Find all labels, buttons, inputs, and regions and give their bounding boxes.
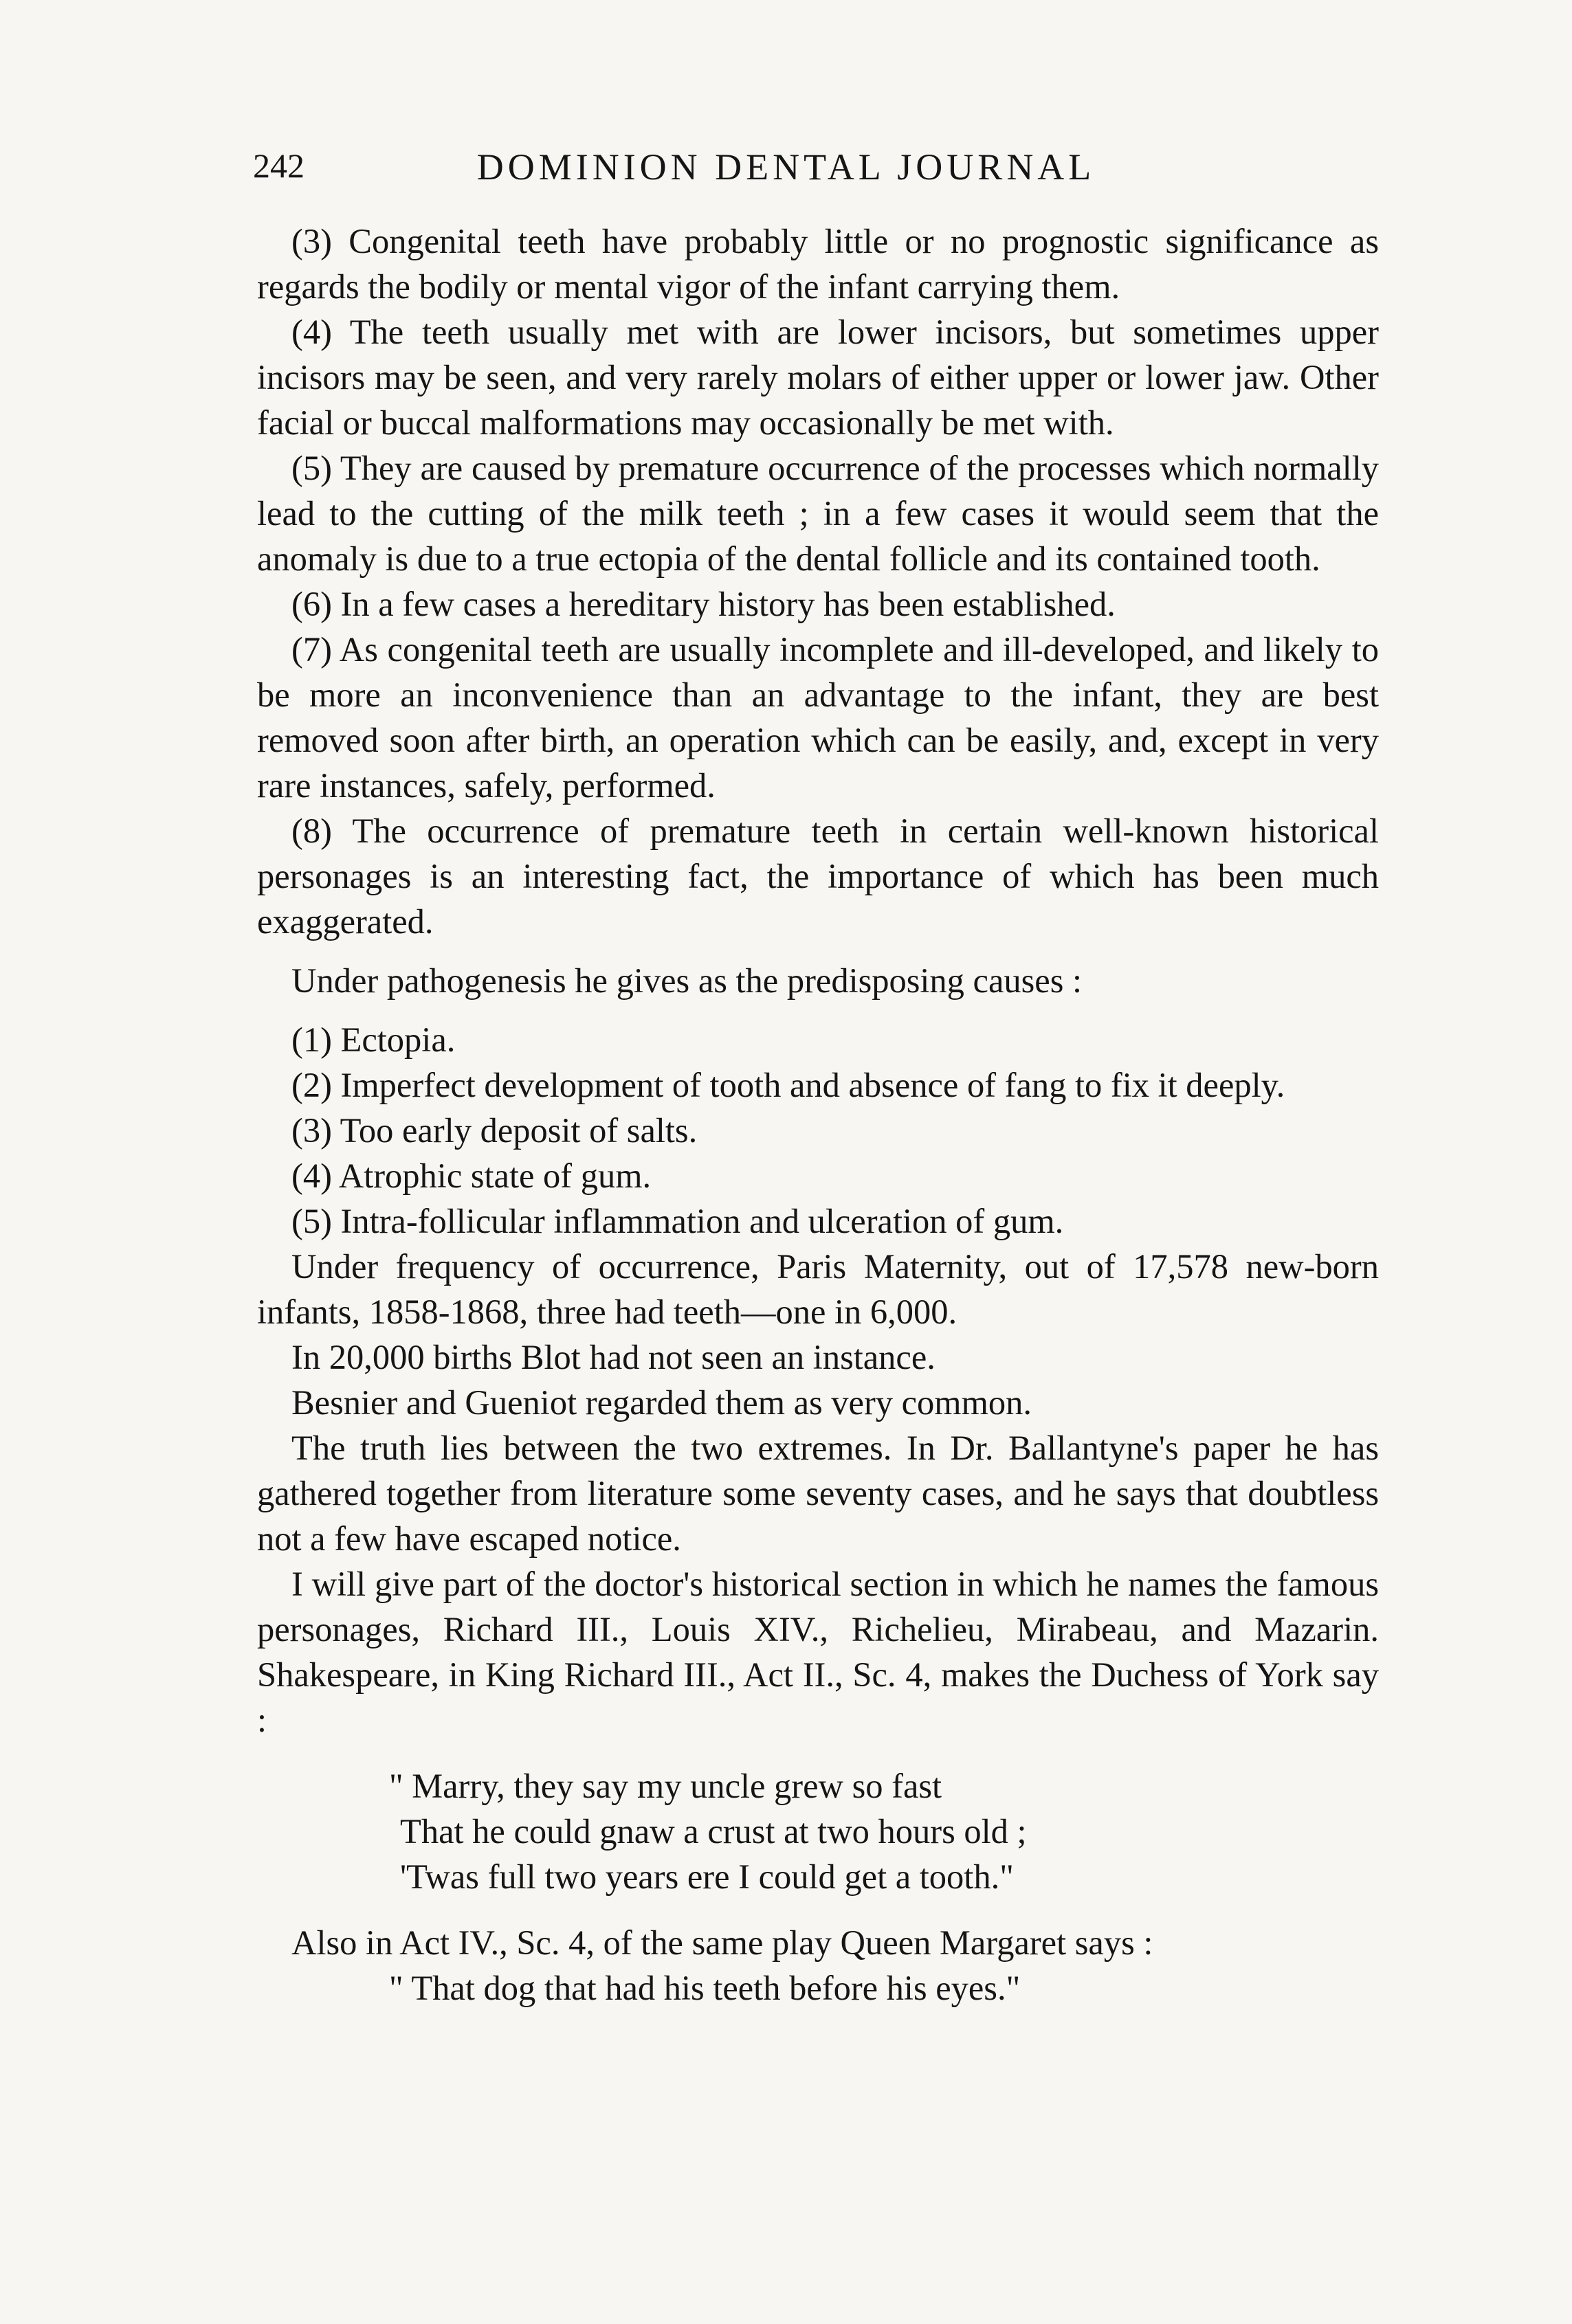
closing-quote: " That dog that had his teeth before his eyes." [389,1969,1021,2007]
paragraph-7: (7) As congenital teeth are usually incomplete and ill-developed, and likely to be more an inconvenience than an advantage to the infant, they are best removed soon after birth, an operation which can be easily, and, except in very rare instances, safely, performed. [257,630,1379,805]
shakespeare-verse [389,1763,1379,1899]
cause-item: (4) Atrophic state of gum. [291,1157,652,1195]
paragraph-3: (3) Congenital teeth have probably little or no prognostic significance as regards the bodily or mental vigor of the infant carrying them. [257,222,1379,306]
cause-item: (2) Imperfect development of tooth and absence of fang to fix it deeply. [291,1066,1285,1104]
verse-line: That he could gnaw a crust at two hours old ; [400,1812,1027,1851]
paragraph-5: (5) They are caused by premature occurrence of the processes which normally lead to the cutting of the milk teeth ; in a few cases it would seem that the anomaly is due to a true ectopia of the dental follicle and its contained tooth. [257,449,1379,578]
running-head: DOMINION DENTAL JOURNAL [476,146,1096,188]
body-text [257,219,1379,2011]
paragraph-4: (4) The teeth usually met with are lower incisors, but sometimes upper incisors may be seen, and very rarely molars of either upper or lower jaw. Other facial or buccal malformations may occasionally be met with. [257,313,1379,442]
historical-paragraph: I will give part of the doctor's historical section in which he names the famous personages, Richard III., Louis XIV., Richelieu, Mirabeau, and Mazarin. Shakespeare, in King Richard III., Act II., Sc. 4, makes the Duchess of York say : [257,1565,1379,1739]
cause-item: (1) Ectopia. [291,1020,456,1059]
cause-item: (5) Intra-follicular inflammation and ulceration of gum. [291,1202,1064,1240]
closing-paragraph: Also in Act IV., Sc. 4, of the same play Queen Margaret says : [291,1923,1153,1962]
page-header [0,146,1572,194]
ballantyne-paragraph: The truth lies between the two extremes. In Dr. Ballantyne's paper he has gathered together from literature some seventy cases, and he says that doubtless not a few have escaped notice. [257,1429,1379,1558]
verse-line: " Marry, they say my uncle grew so fast [389,1767,942,1805]
paragraph-6: (6) In a few cases a hereditary history has been established. [291,585,1116,623]
pathogenesis-intro: Under pathogenesis he gives as the predisposing causes : [291,961,1083,1000]
page-number: 242 [253,146,305,185]
verse-line: 'Twas full two years ere I could get a tooth." [400,1857,1014,1896]
besnier-paragraph: Besnier and Gueniot regarded them as very common. [291,1383,1032,1422]
blot-paragraph: In 20,000 births Blot had not seen an instance. [291,1338,936,1376]
frequency-paragraph: Under frequency of occurrence, Paris Maternity, out of 17,578 new-born infants, 1858-1868, three had teeth—one in 6,000. [257,1247,1379,1331]
cause-item: (3) Too early deposit of salts. [291,1111,698,1150]
paragraph-8: (8) The occurrence of premature teeth in certain well-known historical personages is an interesting fact, the importance of which has been much exaggerated. [257,812,1379,941]
